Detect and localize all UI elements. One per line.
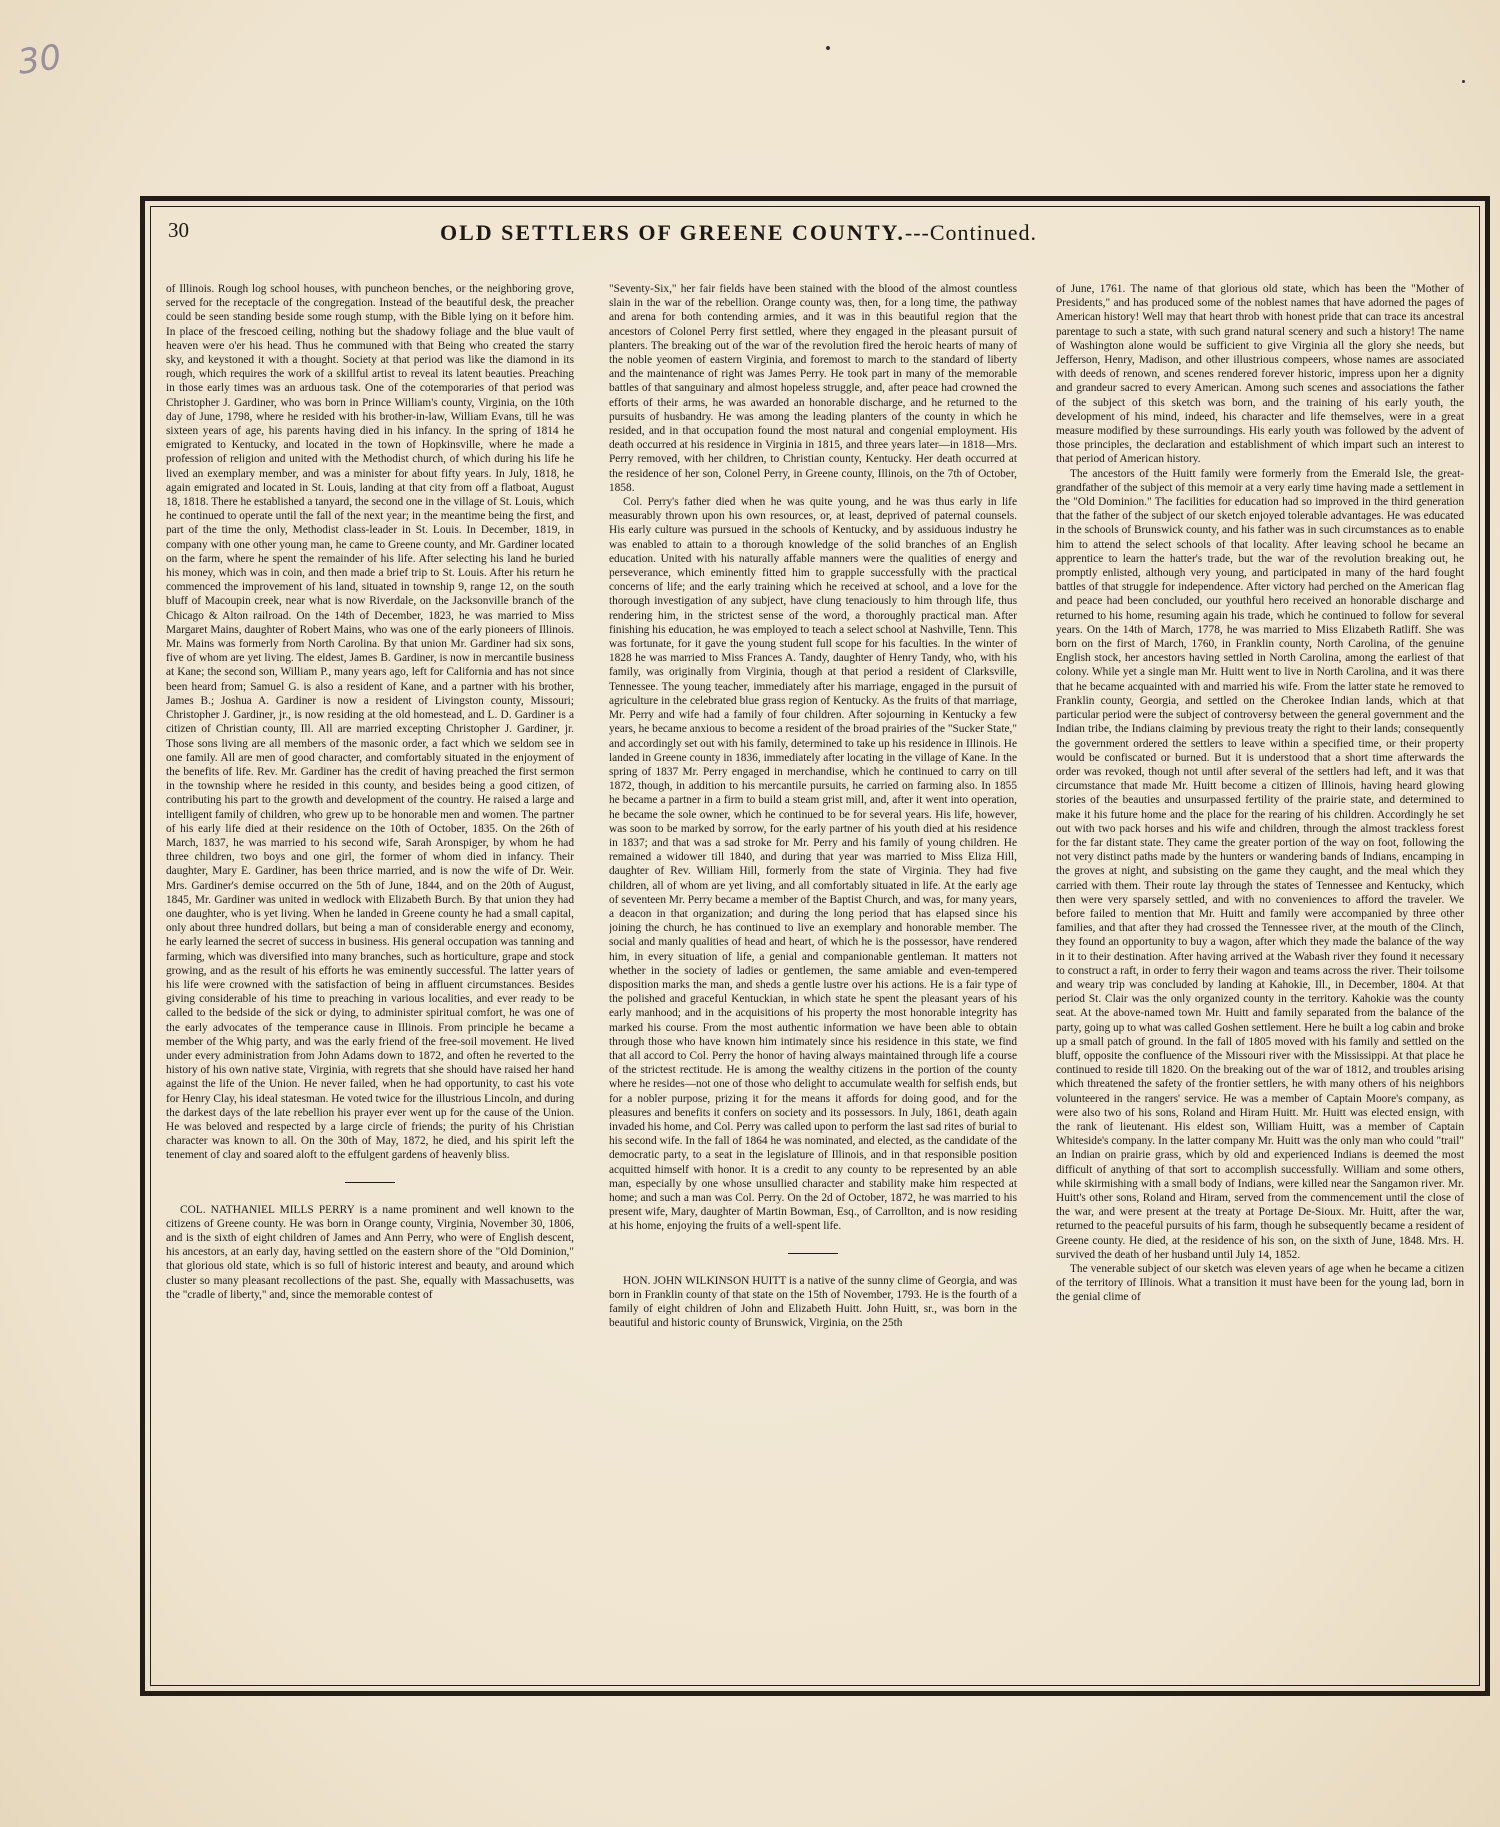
- running-head: [440, 220, 1140, 246]
- page-number: 30: [168, 218, 189, 242]
- paper-speck: [826, 46, 830, 50]
- paragraph-perry-intro: COL. NATHANIEL MILLS PERRY is a name prominent and well known to the citizens of Greene county. He was born in Orange county, Virginia, November 30, 1806, and is the sixth of eight children of James and Ann Perry, who were of English descent, his ancestors, at an early day, having settled on the eastern shore of the "Old Dominion," that glorious old state, which is so full of historic interest and beauty, and around which cluster so many pleasant recollections of the past. She, equally with Massachusetts, was the "cradle of liberty," and, since the memorable contest of: [166, 1203, 574, 1301]
- paragraph-huitt-youth: The venerable subject of our sketch was eleven years of age when he became a citizen of the territory of Illinois. What a transition it must have been for the young lad, born in the genial clime of: [1056, 1263, 1464, 1304]
- paragraph-gardiner: of Illinois. Rough log school houses, with puncheon benches, or the neighboring grove, served for the receptacle of the congregation. Instead of the beautiful desk, the preacher could be seen standing beside some rough stump, with the Bible lying on it before him. In place of the frescoed ceiling, nothing but the shadowy foliage and the blue vault of heaven were o'er his head. Thus he communed with that Being who created the starry sky, and keystoned it with a thought. Society at that period was like the diamond in its rough, which requires the work of a skillful artist to reveal its latent beauties. Preaching in those early times was an arduous task. One of the cotemporaries of that period was Christopher J. Gardiner, who was born in Prince William's county, Virginia, on the 10th day of June, 1798, where he resided with his brother-in-law, William Evans, till he was sixteen years of age, his parents having died in his infancy. In the spring of 1814 he emigrated to Kentucky, and located in the town of Hopkinsville, where he made a profession of religion and united with the Methodist church, of which during his life he lived an exemplary member, and was a minister for about fifty years. In July, 1818, he again emigrated and located in St. Louis, landing at that city from off a flatboat, August 18, 1818. There he established a tanyard, the second one in the village of St. Louis, which he continued to operate until the fall of the next year; in the meantime being the first, and part of the time the only, Methodist class-leader in St. Louis. In December, 1819, in company with one other young man, he came to Greene county, and Mr. Gardiner located on the farm, where he spent the remainder of his life. After selecting his land he buried his money, which was in coin, and then made a brief trip to St. Louis. After his return he commenced the improvement of his land, situated in township 9, range 12, on the south bluff of Macoupin creek, near what is now Riverdale, on the Jacksonville branch of the Chicago & Alton railroad. On the 14th of December, 1823, he was married to Miss Margaret Mains, daughter of Robert Mains, who was one of the early pioneers of Illinois. Mr. Mains was formerly from North Carolina. By that union Mr. Gardiner had six sons, five of whom are yet living. The eldest, James B. Gardiner, is now in mercantile business at Kane; the second son, William P., many years ago, left for California and has not since been heard from; Samuel G. is also a resident of Kane, and a partner with his brother, James B.; Joshua A. Gardiner is now a resident of Livingston county, Missouri; Christopher J. Gardiner, jr., is now residing at the old homestead, and L. D. Gardiner is a citizen of Christian county, Ill. All are married excepting Christopher J. Gardiner, jr. Those sons living are all members of the masonic order, a fact which we seldom see in one family. All are men of good character, and comfortably situated in the enjoyment of the benefits of life. Rev. Mr. Gardiner has the credit of having preached the first sermon in the township where he resided in this county, and besides being a good citizen, of contributing his part to the growth and development of the country. He raised a large and intelligent family of children, who grew up to be honorable men and women. The partner of his early life died at their residence on the 10th of October, 1835. On the 26th of March, 1837, he was married to his second wife, Sarah Aronspiger, by whom he had three children, two boys and one girl, the former of whom died in infancy. Their daughter, Mary E. Gardiner, has been thrice married, and is now the wife of Dr. Weir. Mrs. Gardiner's demise occurred on the 5th of June, 1844, and on the 20th of August, 1845, Mr. Gardiner was united in wedlock with Elizabeth Burch. By that union they had one daughter, who is yet living. When he landed in Greene county he had a small capital, only about three hundred dollars, but being a man of considerable energy and economy, he early learned the secret of success in business. His general occupation was tanning and farming, which was diversified into many branches, such as horticulture, grape and stock growing, and as the result of his efforts he was eminently successful. The latter years of his life were crowned with the satisfaction of being in affluent circumstances. Besides giving considerable of his time to preaching in various localities, and ever ready to be called to the bedside of the sick or dying, to administer spiritual comfort, he was one of the early advocates of the temperance cause in Illinois. From principle he became a member of the Whig party, and was the early friend of the free-soil movement. He lived under every administration from John Adams down to 1872, and often he reverted to the history of his own native state, Virginia, with regrets that she should have raised her hand against the life of the Union. He never failed, when he had opportunity, to cast his vote for Henry Clay, his ideal statesman. He voted twice for the illustrious Lincoln, and during the darkest days of the late rebellion his prayer ever went up for the cause of the Union. He was beloved and respected by a large circle of friends; the purity of his Christian character was known to all. On the 30th of May, 1872, he died, and his spirit left the tenement of clay and soared aloft to the effulgent gardens of heavenly bliss.: [166, 283, 574, 1162]
- running-head-suffix: ---Continued.: [904, 220, 1038, 245]
- column-2: [609, 282, 1017, 1677]
- paper-speck: [1462, 80, 1465, 83]
- text-columns: [162, 282, 1472, 1677]
- running-head-title: OLD SETTLERS OF GREENE COUNTY.: [440, 220, 905, 245]
- paragraph-huitt-ancestors: The ancestors of the Huitt family were formerly from the Emerald Isle, the great-grandfather of the subject of this memoir at a very early time having made a settlement in the "Old Dominion." The facilities for education had so improved in the third generation that the father of the subject of our sketch enjoyed tolerable advantages. He was educated in the schools of Brunswick county, and his father was in such circumstances as to enable him to attend the select schools of that locality. After leaving school he became an apprentice to learn the hatter's trade, but the war of the revolution breaking out, he promptly enlisted, although very young, and participated in many of the hard fought battles of that struggle for independence. After victory had perched on the American flag and peace had been concluded, our youthful hero received an honorable discharge and returned to his home, resuming again his trade, which he continued to follow for several years. On the 14th of March, 1778, he was married to Miss Elizabeth Ratliff. She was born on the first of March, 1760, in Franklin county, North Carolina, of the genuine English stock, her ancestors having settled in North Carolina, among the earliest of that colony. While yet a single man Mr. Huitt went to live in North Carolina, and it was there that he became acquainted with and married his wife. From the latter state he removed to Franklin county, Georgia, and settled on the Cherokee Indian lands, which at that particular period were the subject of controversy between the general government and the Indian tribe, the Indians claiming by previous treaty the right to their lands; consequently the government ordered the settlers to leave within a specified time, or their property would be confiscated or burned. But it is understood that a short time afterwards the order was revoked, though not until after several of the settlers had left, and it was that circumstance that made Mr. Huitt become a citizen of Illinois, having heard glowing stories of the beauties and unsurpassed fertility of the prairie state, and determined to make it his future home and the place for the rearing of his children. Accordingly he set out with two pack horses and his wife and children, through the almost trackless forest for the far distant state. They came the greater portion of the way on foot, following the not very distinct paths made by the hunters or wandering bands of Indians, encamping in the groves at night, and subsisting on the game they caught, and the meal which they carried with them. Their route lay through the states of Tennessee and Kentucky, which then were very sparsely settled, and with no conveniences to afford the traveler. We before failed to mention that Mr. Huitt and family were accompanied by three other families, and that after they had crossed the Tennessee river, at the mouth of the Clinch, they found an opportunity to buy a wagon, after which they made the balance of the way in it to their destination. After having arrived at the Wabash river they found it necessary to construct a raft, in order to ferry their wagon and teams across the river. Their toilsome and weary trip was concluded by landing at Kahokie, Ill., in December, 1804. At that period St. Clair was the only organized county in the territory. Kahokie was the county seat. At the above-named town Mr. Huitt and family separated from the balance of the party, going up to what was called Goshen settlement. Here he built a log cabin and broke up a small patch of ground. In the fall of 1805 moved with his family and settled on the bluff, opposite the confluence of the Missouri river with the Mississippi. At that place he continued to reside till 1820. On the breaking out of the war of 1812, and troubles arising which threatened the safety of the frontier settlers, he with many others of his neighbors volunteered in the rangers' service. He was a member of Captain Moore's company, as were also two of his sons, Roland and Hiram Huitt. Mr. Huitt was elected ensign, with the rank of lieutenant. His eldest son, William Huitt, was a member of Captain Whiteside's company. In the latter company Mr. Huitt was the only man who could "trail" an Indian on prairie grass, which by old and experienced Indians is deemed the most difficult of anything of that sort to accomplish successfully. William and some others, while skirmishing with a small body of Indians, were killed near the Sangamon river. Mr. Huitt's other sons, Roland and Hiram, served from the commencement until the close of the war, and were present at the treaty at Portage De-Sioux. Mr. Huitt, after the war, returned to the peaceful pursuits of his farm, though he subsequently became a resident of Greene county. He died, at the residence of his son, on the sixth of June, 1848. Mrs. H. survived the death of her husband until July 14, 1852.: [1056, 467, 1464, 1261]
- pencil-page-mark: 30: [15, 37, 64, 83]
- column-1: [166, 282, 574, 1677]
- section-divider: [166, 1163, 574, 1203]
- paragraph-virginia: of June, 1761. The name of that glorious old state, which has been the "Mother of Presidents," and has produced some of the noblest names that have adorned the pages of American history! Well may that heart throb with honest pride that can trace its ancestral parentage to such a state, with such grand natural scenery and such a history! The name of Washington alone would be sufficient to give Virginia all the glory she needs, but Jefferson, Henry, Madison, and other illustrious compeers, whose names are associated with deeds of renown, and scenes rendered forever historic, impress upon her a dignity and grandeur sacred to every American. Among such scenes and associations the father of the subject of this sketch was born, and the training of his early youth, the development of his mind, indeed, his character and life themselves, were in a great measure modified by these surroundings. His early youth was followed by the advent of those principles, the declaration and establishment of which impart such an interest to that period of American history.: [1056, 283, 1464, 466]
- column-3: [1056, 282, 1464, 1677]
- section-divider: [609, 1234, 1017, 1274]
- paragraph-perry-ancestry: "Seventy-Six," her fair fields have been stained with the blood of the almost countless slain in the war of the rebellion. Orange county was, then, for a long time, the pathway and arena for both contending armies, and it was in this beautiful region that the ancestors of Colonel Perry first settled, where they engaged in the pleasant pursuit of planters. The breaking out of the war of the revolution fired the heroic hearts of many of the noble yeomen of eastern Virginia, and foremost to march to the standard of liberty and the maintenance of right was James Perry. He took part in many of the memorable battles of that sanguinary and almost hopeless struggle, and, after peace had crowned the efforts of their arms, he was awarded an honorable discharge, and he returned to the pursuits of husbandry. He was among the leading planters of the county in which he resided, and in that occupation found the most natural and congenial employment. His death occurred at his residence in Virginia in 1815, and three years later—in 1818—Mrs. Perry removed, with her children, to Christian county, Kentucky. Her death occurred at the residence of her son, Colonel Perry, in Greene county, Illinois, on the 7th of October, 1858.: [609, 283, 1017, 494]
- paragraph-huitt-intro: HON. JOHN WILKINSON HUITT is a native of the sunny clime of Georgia, and was born in Franklin county of that state on the 15th of November, 1793. He is the fourth of a family of eight children of John and Elizabeth Huitt. John Huitt, sr., was born in the beautiful and historic county of Brunswick, Virginia, on the 25th: [609, 1274, 1017, 1330]
- paragraph-perry-life: Col. Perry's father died when he was quite young, and he was thus early in life measurably thrown upon his own resources, or, at least, deprived of paternal counsels. His early culture was pursued in the schools of Kentucky, and by assiduous industry he was enabled to attain to a thorough knowledge of the solid branches of an English education. United with his naturally affable manners were the qualities of energy and perseverance, which eminently fitted him to grapple successfully with the practical concerns of life; and the early training which he received at school, and a love for the thorough investigation of any subject, have clung tenaciously to him through life, thus rendering him, in the strictest sense of the word, a thoroughly practical man. After finishing his education, he was employed to teach a select school at Nashville, Tenn. This was fortunate, for it gave the young student full scope for his faculties. In the winter of 1828 he was married to Miss Frances A. Tandy, daughter of Henry Tandy, who, with his family, was originally from Virginia, though at that period a resident of Clarksville, Tennessee. The young teacher, immediately after his marriage, engaged in the pursuit of agriculture in the celebrated blue grass region of Kentucky. As the fruits of that marriage, Mr. Perry and wife had a family of four children. After sojourning in Kentucky a few years, he became anxious to become a resident of the broad prairies of the "Sucker State," and accordingly set out with his family, determined to take up his residence in Illinois. He landed in Greene county in 1836, immediately after locating in the village of Kane. In the spring of 1837 Mr. Perry engaged in merchandise, which he continued to carry on till 1872, though, in addition to his mercantile pursuits, he carried on farming also. In 1855 he became a partner in a firm to build a steam grist mill, and, after it went into operation, he became the sole owner, which he continued to be for several years. His life, however, was soon to be marked by sorrow, for the early partner of his youth died at his residence in 1837; and that was a sad stroke for Mr. Perry and his family of young children. He remained a widower till 1840, and during that year was married to Miss Eliza Hill, daughter of Rev. William Hill, formerly from the state of Virginia. They had five children, all of whom are yet living, and all comfortably situated in life. At the early age of seventeen Mr. Perry became a member of the Baptist Church, and was, for many years, a deacon in that organization; and during the long period that has elapsed since his joining the church, he has continued to live an exemplary and honorable member. The social and manly qualities of head and heart, of which he is the possessor, have rendered him, in every situation of life, a genial and companionable gentleman. It matters not whether in the society of ladies or gentlemen, the same amiable and even-tempered disposition marks the man, and sheds a gentle lustre over his actions. He is a fair type of the polished and graceful Kentuckian, in which state he spent the pleasant years of his early manhood; and in the acquisitions of his property the most honorable integrity has marked his course. From the most authentic information we have been able to obtain through those who have known him intimately since his residence in this state, we find that all accord to Col. Perry the honor of having always maintained through life a course of the strictest rectitude. He is among the wealthy citizens in the portion of the county where he resides—not one of those who delight to accumulate wealth for selfish ends, but for a nobler purpose, prizing it for the means it affords for doing good, and for the pleasures and benefits it confers on society and its possessors. In July, 1861, death again invaded his home, and Col. Perry was called upon to perform the last sad rites of burial to his second wife. In the fall of 1864 he was nominated, and elected, as the candidate of the democratic party, to a seat in the legislature of Illinois, and in that responsible position acquitted himself with honor. It is a credit to any county to be represented by an able man, especially by one whose unsullied character and stability make him respected at home; and such a man was Col. Perry. On the 2d of October, 1872, he was married to his present wife, Mary, daughter of Martin Bowman, Esq., of Carrollton, and is now residing at his home, enjoying the fruits of a well-spent life.: [609, 496, 1017, 1233]
